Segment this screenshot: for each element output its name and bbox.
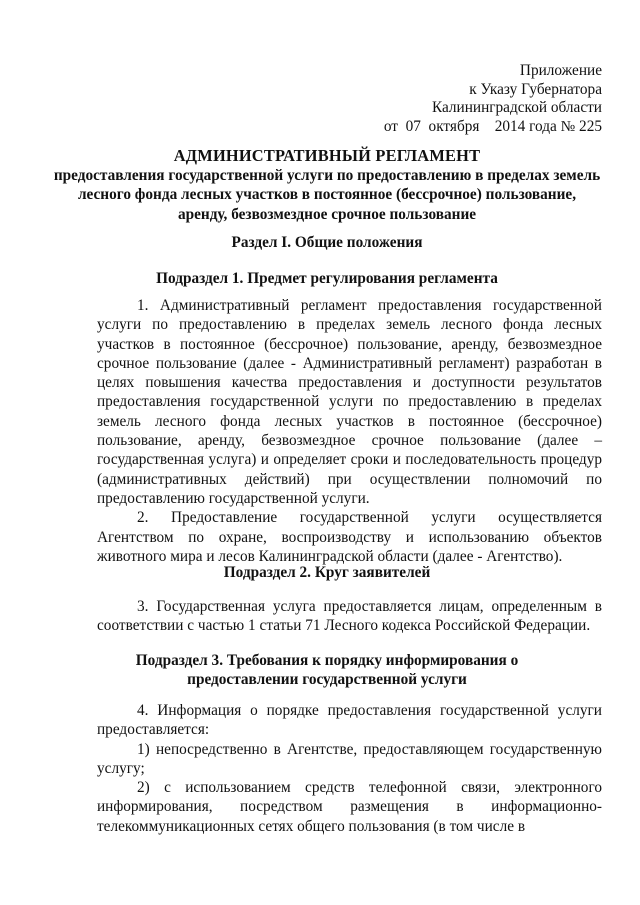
paragraph-block	[97, 296, 602, 566]
appendix-line: к Указу Губернатора	[469, 80, 602, 98]
paragraph: 1. Административный регламент предоставления государственной услуги по предоставлению в пределах земель лесного фонда лесных участков в постоянное (бессрочное) пользование, аренду, безвозмездное срочное пользование (далее - Административный регламент) разработан в целях повышения качества предоставления и доступности результатов предоставления государственной услуги по предоставлению в пределах земель лесного фонда лесных участков в постоянное (бессрочное) пользование, аренду, безвозмездное срочное пользование (далее – государственная услуга) и определяет сроки и последовательность процедур (административных действий) при осуществлении полномочий по предоставлению государственной услуги.	[97, 297, 602, 507]
list-item: 2) с использованием средств телефонной связи, электронного информирования, посредством размещения в информационно-телекоммуникационных сетях общего пользования (в том числе в	[97, 779, 602, 835]
paragraph-block	[97, 701, 602, 836]
paragraph: 2. Предоставление государственной услуги осуществляется Агентством по охране, воспроизводству и использованию объектов животного мира и лесов Калининградской области (далее - Агентство).	[97, 509, 602, 565]
document-title: АДМИНИСТРАТИВНЫЙ РЕГЛАМЕНТ	[173, 146, 481, 165]
appendix-line: Приложение	[519, 62, 602, 79]
appendix-line: Калининградской области	[431, 99, 602, 116]
subsection-heading-line: предоставлении государственной услуги	[187, 671, 467, 689]
appendix-block	[372, 62, 602, 136]
document-subtitle: предоставления государственной услуги по предоставлению в пределах земель лесного фонда лесных участков в постоянное (бессрочное) пользование, аренду, безвозмездное срочное пользование	[53, 167, 601, 223]
paragraph: 3. Государственная услуга предоставляется лицам, определенным в соответствии с частью 1 статьи 71 Лесного кодекса Российской Федерации.	[97, 598, 602, 635]
paragraph: 4. Информация о порядке предоставления государственной услуги предоставляется:	[97, 702, 602, 739]
paragraph-block	[97, 597, 602, 636]
subsection-heading: Подраздел 2. Круг заявителей	[223, 564, 431, 581]
appendix-date-line: от 07 октября 2014 года № 225	[383, 117, 602, 135]
subsection-heading: Подраздел 1. Предмет регулирования регламента	[156, 270, 498, 287]
subsection-heading	[52, 651, 602, 690]
subsection-heading-line: Подраздел 3. Требования к порядку информирования о	[135, 652, 519, 669]
section-heading: Раздел I. Общие положения	[231, 234, 423, 251]
list-item: 1) непосредственно в Агентстве, предоставляющем государственную услугу;	[97, 740, 602, 777]
